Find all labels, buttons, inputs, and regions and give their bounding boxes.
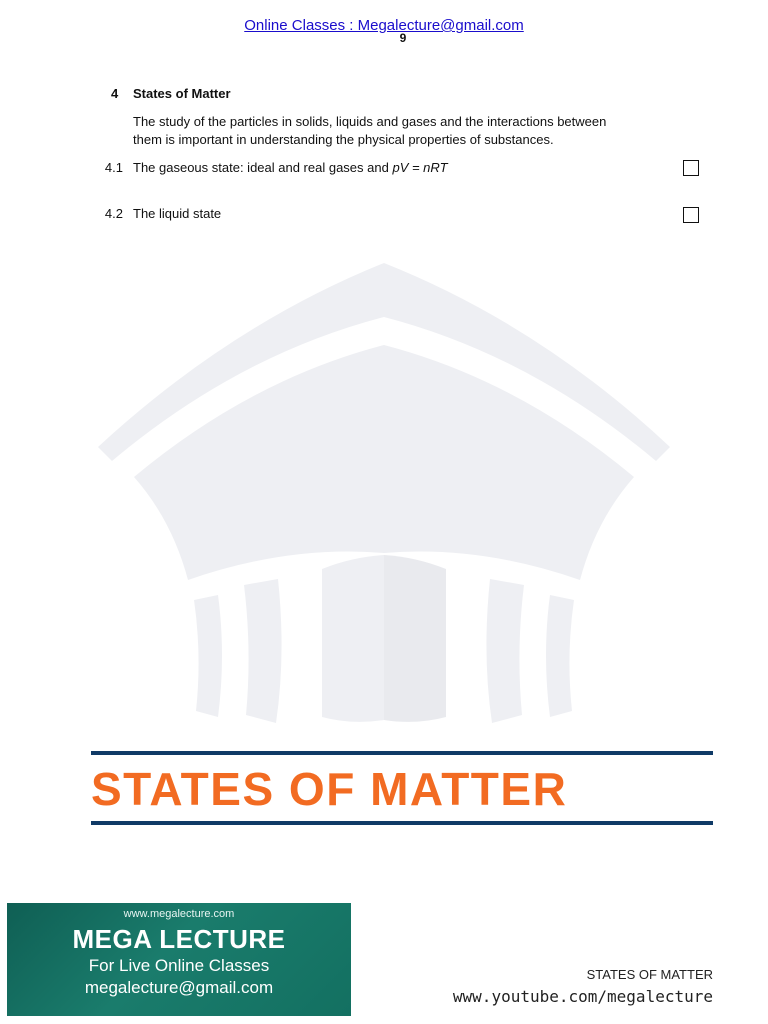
section-title: States of Matter: [133, 86, 231, 101]
chapter-title: STATES OF MATTER: [91, 763, 568, 815]
item-label-4-1: The gaseous state: ideal and real gases and: [133, 160, 393, 175]
header-email-link[interactable]: Online Classes : Megalecture@gmail.com: [244, 17, 524, 34]
footer-topic: STATES OF MATTER: [586, 967, 713, 982]
banner-brand: MEGA LECTURE: [72, 924, 286, 954]
title-rule-top: [91, 751, 713, 755]
checkbox-4-2[interactable]: [683, 207, 699, 223]
megalecture-banner: [7, 903, 351, 1016]
item-formula-4-1: pV = nRT: [392, 160, 448, 175]
pillar-watermark-icon: [90, 255, 680, 755]
item-number-4-1: 4.1: [104, 160, 123, 175]
title-rule-bottom: [91, 821, 713, 825]
section-intro: [133, 113, 673, 149]
banner-email: megalecture@gmail.com: [84, 978, 274, 997]
intro-line-2: them is important in understanding the physical properties of substances.: [133, 132, 554, 147]
item-text-4-1: [133, 160, 448, 175]
page-number: 9: [399, 31, 407, 45]
checkbox-4-1[interactable]: [683, 160, 699, 176]
item-text-4-2: The liquid state: [133, 206, 222, 221]
banner-url: www.megalecture.com: [123, 908, 235, 920]
footer-youtube-link: www.youtube.com/megalecture: [452, 987, 713, 1006]
intro-line-1: The study of the particles in solids, liquids and gases and the interactions between: [133, 114, 607, 129]
section-number: 4: [111, 86, 119, 101]
banner-subtitle: For Live Online Classes: [88, 956, 270, 975]
item-number-4-2: 4.2: [104, 206, 123, 221]
